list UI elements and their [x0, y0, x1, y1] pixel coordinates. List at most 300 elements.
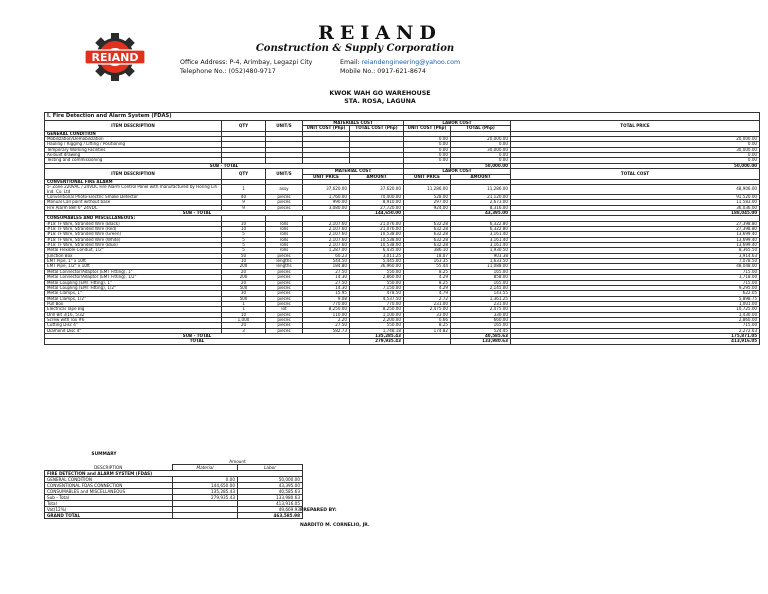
summary-total-value: 413,916.05	[238, 501, 303, 507]
unit-cell: pieces	[266, 205, 303, 210]
labor-unit-price-cell: 632.28	[404, 232, 451, 237]
summary-row-label: GENERAL CONDITION	[45, 477, 173, 483]
unit-price-cell: 2,107.60	[303, 232, 350, 237]
qty-cell: 10	[222, 227, 266, 232]
amount-cell: 3,011.25	[350, 253, 404, 258]
amount-cell: 2,860.00	[350, 275, 404, 280]
labor-total-cell: 0.00	[451, 153, 511, 158]
labor-unit-cell: 0.00	[404, 158, 451, 163]
amount-cell: 1,100.00	[350, 312, 404, 317]
total-cost-cell: 1,001.00	[511, 301, 760, 306]
unit-cell: rolls	[266, 227, 303, 232]
mobile: Mobile No.: 0917-621-8674	[340, 68, 426, 75]
summary-row-label: CONVENTIONAL FDAS CONNECTION	[45, 483, 173, 489]
general-title: GENERAL CONDITION	[45, 131, 222, 136]
consumables-subtotal-labor: 40,585.63	[451, 333, 511, 338]
total-cost-cell: 2,272.63	[511, 328, 760, 333]
total-cost-cell: 27,398.80	[511, 221, 760, 226]
gear-logo-icon	[67, 33, 163, 81]
summary-row-material: 279,935.43	[173, 495, 238, 501]
total-cost-cell: 9,295.00	[511, 285, 760, 290]
col-materials-cost: MATERIALS COST	[303, 121, 404, 126]
unit-price-cell: 2,107.60	[303, 227, 350, 232]
labor-amount-cell: 21,120.00	[451, 195, 511, 200]
amount-cell: 6,435.00	[350, 248, 404, 253]
item-description: #18 TF Wire, Stranded Wire (Green)	[45, 232, 222, 237]
item-description: #18 TF Wire, Stranded Wire (Red)	[45, 227, 222, 232]
amount-cell: 27,720.00	[350, 205, 404, 210]
qty-cell: 20	[222, 280, 266, 285]
unit-cell: pieces	[266, 280, 303, 285]
unit-price-cell: 1,287.00	[303, 248, 350, 253]
labor-unit-price-cell: 632.28	[404, 227, 451, 232]
col-total-price: TOTAL PRICE	[511, 121, 760, 132]
labor-unit-price-cell: 632.28	[404, 221, 451, 226]
labor-unit-cell: 0.00	[404, 147, 451, 152]
unit-cell: rolls	[266, 243, 303, 248]
summary-row-label: Sub - Total	[45, 495, 173, 501]
qty-cell: 1	[222, 301, 266, 306]
unit-price-cell: 60.23	[303, 253, 350, 258]
total-cost-cell: 91,520.00	[511, 195, 760, 200]
item-description: #18 TF Wire, Stranded Wire (White)	[45, 237, 222, 242]
summary-row-material: 144,650.00	[173, 483, 238, 489]
unit-price-cell: 2,107.60	[303, 221, 350, 226]
amount-cell: 4,537.50	[350, 296, 404, 301]
total-cost-cell: 13,699.40	[511, 232, 760, 237]
col-units: UNIT/S	[266, 121, 303, 132]
unit-cell: pieces	[266, 195, 303, 200]
col2-item-description: ITEM DESCRIPTION	[45, 169, 222, 180]
labor-amount-cell: 2,475.00	[451, 307, 511, 312]
total-cost-cell: 3,718.00	[511, 275, 760, 280]
qty-cell: 5	[222, 232, 266, 237]
amount-cell: 10,538.00	[350, 243, 404, 248]
labor-amount-cell: 8,316.00	[451, 205, 511, 210]
unit-price-cell: 184.80	[303, 264, 350, 269]
unit-price-cell: 8,250.00	[303, 307, 350, 312]
conventional-subtotal-total: 188,045.00	[511, 211, 760, 216]
col2-amount: AMOUNT	[350, 174, 404, 179]
total-cost-cell: 7,078.50	[511, 259, 760, 264]
summary-grand-label: GRAND TOTAL	[45, 513, 173, 519]
total-cost-cell: 3,914.63	[511, 253, 760, 258]
unit-price-cell: 3,080.00	[303, 205, 350, 210]
consumables-subtotal-total: 175,871.05	[511, 333, 760, 338]
labor-unit-price-cell: 386.10	[404, 248, 451, 253]
total-cost-cell: 2,860.00	[511, 317, 760, 322]
labor-unit-price-cell: 18.07	[404, 253, 451, 258]
general-subtotal-label: SUB - TOTAL	[45, 163, 404, 168]
unit-price-cell: 2,107.60	[303, 243, 350, 248]
item-description: Manual Call point without base	[45, 200, 222, 205]
unit-cell: pieces	[266, 275, 303, 280]
col-qty: QTY	[222, 121, 266, 132]
amount-cell: 550.00	[350, 269, 404, 274]
summary-vat-label: Vat(12%)	[45, 507, 173, 513]
labor-amount-cell: 330.00	[451, 312, 511, 317]
unit-cell: pieces	[266, 200, 303, 205]
labor-total-cell: 20,000.00	[451, 137, 511, 142]
labor-amount-cell: 6,322.80	[451, 227, 511, 232]
labor-unit-price-cell: 231.00	[404, 301, 451, 306]
labor-amount-cell: 11,286.00	[451, 185, 511, 195]
item-description: EMT Pipe, 1" x 10ft	[45, 259, 222, 264]
labor-amount-cell: 165.00	[451, 323, 511, 328]
labor-unit-price-cell: 4.79	[404, 291, 451, 296]
unit-price-cell: 37,620.00	[303, 185, 350, 195]
col-labor-total: TOTAL (Php)	[451, 126, 511, 131]
total-price-cell: 20,000.00	[511, 137, 760, 142]
labor-unit-price-cell: 632.28	[404, 237, 451, 242]
summary-total-label: Total	[45, 501, 173, 507]
item-description: Metal Clamps, 1"	[45, 291, 222, 296]
total-cost-cell: 48,906.00	[511, 185, 760, 195]
unit-cell: lengths	[266, 259, 303, 264]
labor-amount-cell: 858.00	[451, 275, 511, 280]
email-line	[340, 58, 460, 67]
qty-cell: 1	[222, 185, 266, 195]
qty-cell: 20	[222, 269, 266, 274]
labor-unit-price-cell: 632.28	[404, 243, 451, 248]
unit-cell: pieces	[266, 317, 303, 322]
unit-price-cell: 110.00	[303, 312, 350, 317]
unit-price-cell: 14.30	[303, 275, 350, 280]
amount-cell: 8,910.00	[350, 200, 404, 205]
qty-cell: 3	[222, 328, 266, 333]
total-price-cell: 0.00	[511, 142, 760, 147]
labor-unit-price-cell: 8.25	[404, 269, 451, 274]
general-subtotal-price: 50,000.00	[511, 163, 760, 168]
labor-total-cell: 0.00	[451, 142, 511, 147]
item-description: #18 TF Wire, Stranded Wire (Blue)	[45, 243, 222, 248]
amount-cell: 37,620.00	[350, 185, 404, 195]
total-cost-cell: 13,699.40	[511, 237, 760, 242]
labor-unit-price-cell: 174.82	[404, 328, 451, 333]
unit-cell: pieces	[266, 285, 303, 290]
labor-amount-cell: 1,633.50	[451, 259, 511, 264]
labor-unit-price-cell: 2,475.00	[404, 307, 451, 312]
unit-price-cell: 27.50	[303, 323, 350, 328]
total-cost-cell: 11,583.00	[511, 200, 760, 205]
qty-cell: 5	[222, 237, 266, 242]
amount-cell: 550.00	[350, 323, 404, 328]
amount-cell: 770.00	[350, 301, 404, 306]
summary-row-labor: 133,980.63	[238, 495, 303, 501]
table-row	[45, 339, 760, 344]
grand-total-labor: 133,980.63	[451, 339, 511, 344]
consumables-title: CONSUMABLES AND MISCELLANEOUS:	[45, 216, 222, 221]
item-description: Junction Box	[45, 253, 222, 258]
unit-price-cell: 14.30	[303, 285, 350, 290]
item-description: Metal Connector/Adaptor (EMT Fitting), 1"	[45, 269, 222, 274]
total-price-cell: 0.00	[511, 158, 760, 163]
item-description: 5- Zone 220VAC / 24VDC Fire Alarm Control Panel with manufactured by Horing Lih Ind. Co. Ltd	[45, 185, 222, 195]
unit-cell: lengths	[266, 264, 303, 269]
qty-cell: 50	[222, 253, 266, 258]
grand-total-amount: 279,935.43	[350, 339, 404, 344]
total-cost-cell: 13,699.40	[511, 243, 760, 248]
labor-amount-cell: 3,161.40	[451, 232, 511, 237]
qty-cell: 1,000	[222, 317, 266, 322]
total-cost-cell: 715.00	[511, 269, 760, 274]
amount-cell: 10,538.00	[350, 232, 404, 237]
item-description: Diamond Disc 4"	[45, 328, 222, 333]
amount-cell: 70,400.00	[350, 195, 404, 200]
item-description: Screw with Tox #6	[45, 317, 222, 322]
item-description: Metal Clamps, 1/2"	[45, 296, 222, 301]
unit-cell: rolls	[266, 232, 303, 237]
project-location: STA. ROSA, LAGUNA	[344, 98, 416, 105]
item-description: Metal Flexible Conduit, 1/2"	[45, 248, 222, 253]
col2-material-cost: MATERIAL COST	[303, 169, 404, 174]
labor-unit-price-cell: 924.00	[404, 205, 451, 210]
total-cost-cell: 27,398.80	[511, 227, 760, 232]
item-description: Pull Box	[45, 301, 222, 306]
summary-vat-value: 49,669.93	[238, 507, 303, 513]
qty-cell: 500	[222, 285, 266, 290]
labor-amount-cell: 3,161.40	[451, 243, 511, 248]
labor-unit-price-cell: 4.29	[404, 275, 451, 280]
item-description: Cutting Disc 4"	[45, 323, 222, 328]
labor-unit-price-cell: 4.29	[404, 285, 451, 290]
col-labor-cost: LABOR COST	[404, 121, 511, 126]
table-row	[45, 185, 760, 195]
qty-cell: 200	[222, 264, 266, 269]
labor-amount-cell: 6,322.80	[451, 221, 511, 226]
grand-total-label: TOTAL	[45, 339, 350, 344]
amount-cell: 36,960.00	[350, 264, 404, 269]
unit-price-cell: 544.50	[303, 259, 350, 264]
col2-qty: QTY	[222, 169, 266, 180]
email-label: Email:	[340, 59, 362, 66]
col-total-cost: TOTAL COST (Php)	[350, 126, 404, 131]
total-price-cell: 0.00	[511, 153, 760, 158]
summary-section: FIRE DETECTION and ALARM SYSTEM (FDAS)	[45, 471, 303, 477]
summary-grand-value: 463,585.98	[238, 513, 303, 519]
cost-table	[44, 112, 760, 345]
amount-cell: 10,538.00	[350, 237, 404, 242]
labor-amount-cell: 2,673.00	[451, 200, 511, 205]
unit-price-cell: 990.00	[303, 200, 350, 205]
total-cost-cell: 48,048.00	[511, 264, 760, 269]
unit-cell: lot	[266, 307, 303, 312]
telephone: Telephone No.: (052)480-9717	[180, 68, 276, 75]
item-description: Temporary Working Facilities	[45, 147, 222, 152]
item-description: Metal Coupling (EMT Fitting), 1/2"	[45, 285, 222, 290]
consumables-subtotal-label: SUB - TOTAL	[45, 333, 350, 338]
labor-unit-price-cell: 0.66	[404, 317, 451, 322]
unit-cell: pieces	[266, 296, 303, 301]
labor-amount-cell: 165.00	[451, 280, 511, 285]
company-logo	[67, 33, 163, 81]
unit-cell: pieces	[266, 291, 303, 296]
col2-labor-unit-price: UNIT PRICE	[404, 174, 451, 179]
summary-row-labor: 43,395.00	[238, 483, 303, 489]
amount-cell: 21,076.00	[350, 221, 404, 226]
company-tagline: Construction & Supply Corporation	[255, 43, 455, 54]
item-description: Fire Alarm Bell 6" 24VDC	[45, 205, 222, 210]
item-description: Mobilization/Demobilization	[45, 137, 222, 142]
summary-row-labor: 50,000.00	[238, 477, 303, 483]
summary-row-labor: 40,585.63	[238, 489, 303, 495]
office-address: Office Address: P-4, Arimbay, Legazpi City	[180, 59, 313, 66]
labor-unit-price-cell: 528.00	[404, 195, 451, 200]
labor-unit-cell: 0.00	[404, 142, 451, 147]
item-description: Testing and commissioning	[45, 158, 222, 163]
item-description: #18 TF Wire, Stranded Wire (Black)	[45, 221, 222, 226]
col2-labor-cost: LABOR COST	[404, 169, 511, 174]
unit-price-cell: 582.73	[303, 328, 350, 333]
unit-price-cell: 770.00	[303, 301, 350, 306]
prepared-by-name: NARDITO M. CORNELIO, JR.	[300, 523, 370, 528]
prepared-by-label: PREPARED BY:	[300, 508, 337, 513]
summary-col-amount: Amount	[229, 459, 246, 464]
email-link[interactable]: reiandengineering@yahoo.com	[361, 59, 461, 66]
qty-cell: 20	[222, 323, 266, 328]
amount-cell: 478.50	[350, 291, 404, 296]
amount-cell: 2,200.00	[350, 317, 404, 322]
col2-labor-amount: AMOUNT	[451, 174, 511, 179]
total-price-cell: 30,000.00	[511, 147, 760, 152]
unit-price-cell: 27.50	[303, 269, 350, 274]
labor-amount-cell: 1,361.25	[451, 296, 511, 301]
unit-cell: pieces	[266, 312, 303, 317]
unit-cell: rolls	[266, 221, 303, 226]
labor-amount-cell: 143.55	[451, 291, 511, 296]
conventional-subtotal-label: SUB - TOTAL	[45, 211, 350, 216]
grand-total-value: 413,916.05	[511, 339, 760, 344]
unit-price-cell: 15.95	[303, 291, 350, 296]
unit-cell: pieces	[266, 253, 303, 258]
col-labor-unit-cost: UNIT COST (Php)	[404, 126, 451, 131]
amount-cell: 7,150.00	[350, 285, 404, 290]
unit-cell: pieces	[266, 269, 303, 274]
unit-price-cell: 1,760.00	[303, 195, 350, 200]
amount-cell: 5,445.00	[350, 259, 404, 264]
labor-unit-price-cell: 8.25	[404, 280, 451, 285]
item-description: Electrical Tape Big	[45, 307, 222, 312]
total-cost-cell: 10,725.00	[511, 307, 760, 312]
section-title: I. Fire Detection and Alarm System (FDAS)	[45, 113, 760, 121]
labor-unit-cell: 0.00	[404, 153, 451, 158]
total-cost-cell: 36,036.00	[511, 205, 760, 210]
col-item-description: ITEM DESCRIPTION	[45, 121, 222, 132]
unit-cell: rolls	[266, 248, 303, 253]
item-description: As-built drawing	[45, 153, 222, 158]
labor-amount-cell: 2,145.00	[451, 285, 511, 290]
conventional-subtotal-labor: 43,395.00	[451, 211, 511, 216]
amount-cell: 550.00	[350, 280, 404, 285]
qty-cell: 9	[222, 200, 266, 205]
labor-amount-cell: 903.38	[451, 253, 511, 258]
col2-total-cost: TOTAL COST	[511, 169, 760, 180]
item-description: Conventional Photo-Electric Smoke Detector	[45, 195, 222, 200]
labor-unit-price-cell: 8.25	[404, 323, 451, 328]
qty-cell: 5	[222, 243, 266, 248]
labor-unit-price-cell: 297.00	[404, 200, 451, 205]
labor-amount-cell: 165.00	[451, 269, 511, 274]
unit-cell: pieces	[266, 328, 303, 333]
qty-cell: 9	[222, 205, 266, 210]
labor-amount-cell: 524.45	[451, 328, 511, 333]
general-subtotal-labor: 50,000.00	[451, 163, 511, 168]
qty-cell: 10	[222, 312, 266, 317]
unit-cell: pieces	[266, 323, 303, 328]
summary-row-label: CONSUMABLES and MISCELLANEOUS	[45, 489, 173, 495]
labor-total-cell: 30,000.00	[451, 147, 511, 152]
total-cost-cell: 622.05	[511, 291, 760, 296]
qty-cell: 1	[222, 307, 266, 312]
qty-cell: 40	[222, 195, 266, 200]
amount-cell: 1,748.18	[350, 328, 404, 333]
labor-amount-cell: 660.00	[451, 317, 511, 322]
conventional-title: CONVENTIONAL FIRE ALARM	[45, 179, 222, 184]
logo-text: REIAND	[91, 51, 139, 64]
col2-units: UNIT/S	[266, 169, 303, 180]
col-unit-cost: UNIT COST (Php)	[303, 126, 350, 131]
total-cost-cell: 715.00	[511, 280, 760, 285]
total-cost-cell: 715.00	[511, 323, 760, 328]
amount-cell: 21,076.00	[350, 227, 404, 232]
conventional-subtotal-amount: 144,650.00	[350, 211, 404, 216]
labor-unit-cell: 0.00	[404, 137, 451, 142]
labor-unit-price-cell: 55.44	[404, 264, 451, 269]
table-cell	[404, 339, 451, 344]
consumables-subtotal-amount: 135,285.43	[350, 333, 404, 338]
labor-unit-price-cell: 33.00	[404, 312, 451, 317]
qty-cell: 200	[222, 275, 266, 280]
unit-cell: assy	[266, 185, 303, 195]
col2-unit-price: UNIT PRICE	[303, 174, 350, 179]
summary-col-labor: Labor	[238, 465, 303, 471]
project-name: KWOK WAH GO WAREHOUSE	[329, 90, 431, 97]
total-cost-cell: 8,365.50	[511, 248, 760, 253]
item-description: Metal Connector/Adaptor (EMT Fitting), 1/2"	[45, 275, 222, 280]
summary-title: SUMMARY	[91, 452, 117, 457]
unit-price-cell: 9.08	[303, 296, 350, 301]
company-name: REIAND	[318, 22, 442, 44]
summary-row-material: 0.00	[173, 477, 238, 483]
labor-unit-price-cell: 2.72	[404, 296, 451, 301]
labor-amount-cell: 3,161.40	[451, 237, 511, 242]
unit-cell: rolls	[266, 237, 303, 242]
qty-cell: 30	[222, 291, 266, 296]
item-description: Drill Bit 3/16, 5/32	[45, 312, 222, 317]
unit-cell: pieces	[266, 301, 303, 306]
summary-col-description: DESCRIPTION	[94, 465, 123, 470]
qty-cell: 5	[222, 248, 266, 253]
total-cost-cell: 1,430.00	[511, 312, 760, 317]
summary-table	[44, 459, 303, 519]
labor-amount-cell: 11,088.00	[451, 264, 511, 269]
unit-price-cell: 27.50	[303, 280, 350, 285]
amount-cell: 8,250.00	[350, 307, 404, 312]
labor-unit-price-cell: 163.35	[404, 259, 451, 264]
qty-cell: 10	[222, 221, 266, 226]
summary-col-material: Material	[173, 465, 238, 471]
qty-cell: 500	[222, 296, 266, 301]
labor-amount-cell: 231.00	[451, 301, 511, 306]
unit-price-cell: 2.20	[303, 317, 350, 322]
unit-price-cell: 2,107.60	[303, 237, 350, 242]
labor-unit-price-cell: 11,286.00	[404, 185, 451, 195]
labor-amount-cell: 1,930.50	[451, 248, 511, 253]
total-cost-cell: 5,898.75	[511, 296, 760, 301]
qty-cell: 10	[222, 259, 266, 264]
item-description: Metal Coupling (EMT Fitting), 1"	[45, 280, 222, 285]
item-description: EMT Pipe, 1/2" x 10ft	[45, 264, 222, 269]
